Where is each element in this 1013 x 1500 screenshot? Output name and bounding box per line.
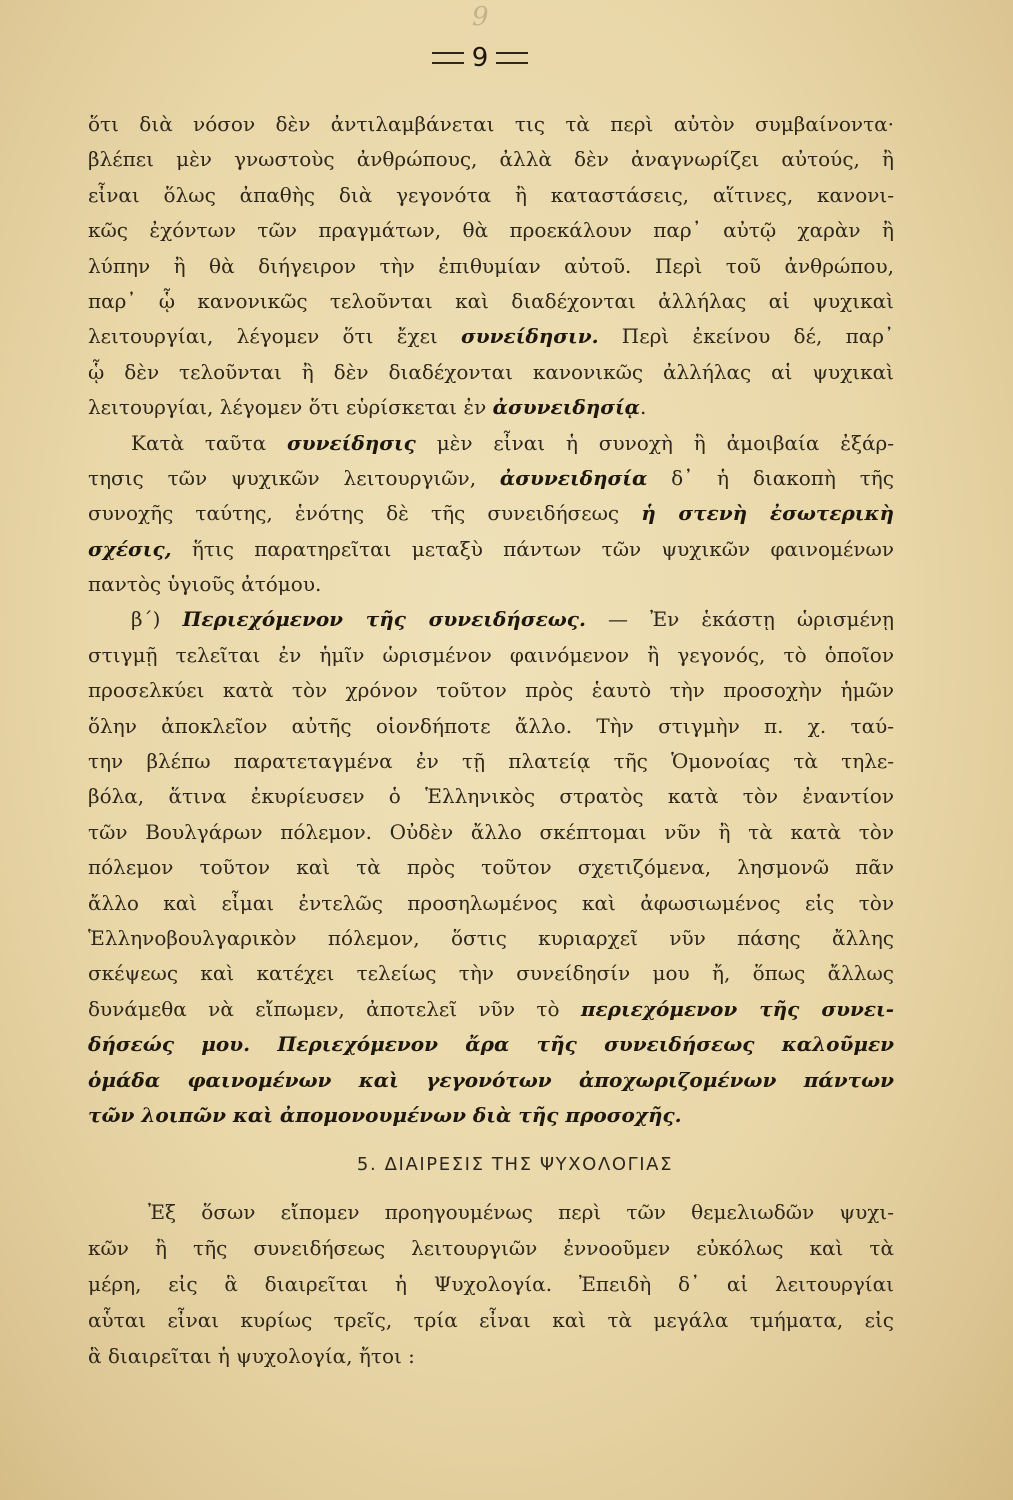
- text-line: [88, 426, 894, 461]
- text-line: [88, 1266, 894, 1302]
- paragraph: [88, 602, 894, 1133]
- text-run: ὅτι διὰ νόσον δὲν ἀντιλαμβάνεται τις τὰ περὶ αὐτὸν συμβαίνοντα·: [88, 112, 894, 136]
- text-run: πόλεμον τοῦτον καὶ τὰ πρὸς τοῦτον σχετιζόμενα, λησμονῶ πᾶν: [88, 855, 894, 880]
- text-line: [88, 213, 894, 248]
- text-run: στιγμῇ τελεῖται ἐν ἡμῖν ὡρισμένον φαινόμενον ἢ γεγονός, τὸ ὁποῖον: [88, 642, 894, 667]
- text-line: [88, 602, 894, 637]
- text-line: [88, 709, 894, 744]
- text-line: [88, 992, 894, 1027]
- emphasized-text: Περιεχόμενον τῆς συνειδήσεως.: [182, 607, 586, 632]
- text-run: κῶς ἐχόντων τῶν πραγμάτων, θὰ προεκάλουν παρ᾽ αὐτῷ χαρὰν ἢ: [88, 218, 894, 243]
- text-line: [88, 567, 894, 602]
- emphasized-text: ἀσυνειδησία: [499, 465, 648, 490]
- emphasized-text: ἡ στενὴ ἐσωτερικὴ: [641, 501, 894, 526]
- body-paragraphs: [88, 107, 894, 1133]
- text-run: παντὸς ὑγιοῦς ἀτόμου.: [88, 572, 322, 597]
- pencil-page-mark: 9: [472, 2, 489, 32]
- text-line: [88, 779, 894, 814]
- text-line: [88, 319, 894, 354]
- text-run: λειτουργίαι, λέγομεν ὅτι εὑρίσκεται ἐν: [88, 395, 493, 420]
- text-run: δ᾽ ἡ διακοπὴ τῆς: [647, 465, 894, 490]
- text-run: τησις τῶν ψυχικῶν λειτουργιῶν,: [88, 465, 500, 490]
- text-line: [88, 1302, 894, 1338]
- text-run: αὗται εἶναι κυρίως τρεῖς, τρία εἶναι καὶ τὰ μεγάλα τμήματα, εἰς: [88, 1308, 894, 1333]
- text-run: παρ᾽ ᾧ κανονικῶς τελοῦνται καὶ διαδέχονται ἀλλήλας αἱ ψυχικαὶ: [88, 288, 894, 313]
- text-run: δυνάμεθα νὰ εἴπωμεν, ἀποτελεῖ νῦν τὸ: [88, 996, 581, 1021]
- text-run: ἄλλο καὶ εἶμαι ἐντελῶς προσηλωμένος καὶ ἀφωσιωμένος εἰς τὸν: [88, 890, 894, 915]
- page-header: [418, 38, 542, 78]
- main-text: [88, 107, 894, 1374]
- text-run: κῶν ἢ τῆς συνειδήσεως λειτουργιῶν ἐννοοῦμεν εὐκόλως καὶ τὰ: [88, 1236, 894, 1261]
- emphasized-text: δήσεώς μου. Περιεχόμενον ἄρα τῆς συνειδήσεως καλοῦμεν: [88, 1032, 894, 1057]
- text-line: [88, 532, 894, 567]
- section-paragraphs: [88, 1194, 894, 1374]
- text-line: [88, 744, 894, 779]
- page-number: 9: [471, 43, 489, 73]
- text-line: [88, 850, 894, 885]
- text-run: — Ἐν ἑκάστῃ ὡρισμένῃ: [585, 607, 894, 632]
- text-line: [88, 815, 894, 850]
- text-line: [88, 178, 894, 213]
- emphasized-text: συνείδησις: [287, 430, 416, 455]
- text-run: ᾧ δὲν τελοῦνται ἢ δὲν διαδέχονται κανονικῶς ἀλλήλας αἱ ψυχικαὶ: [88, 359, 894, 384]
- text-run: λειτουργίαι, λέγομεν ὅτι ἔχει: [88, 324, 462, 349]
- text-line: [88, 249, 894, 284]
- text-line: [88, 142, 894, 177]
- text-line: [88, 1098, 894, 1133]
- text-line: [88, 390, 894, 425]
- text-run: λύπην ἢ θὰ διήγειρον τὴν ἐπιθυμίαν αὐτοῦ. Περὶ τοῦ ἀνθρώπου,: [88, 253, 894, 278]
- text-run: μὲν εἶναι ἡ συνοχὴ ἢ ἀμοιβαία ἐξάρ-: [415, 430, 895, 455]
- text-run: Κατὰ ταῦτα: [131, 430, 288, 455]
- text-line: [88, 1230, 894, 1266]
- decorative-rule-left: [432, 52, 464, 64]
- text-line: [88, 956, 894, 991]
- text-run: ὅλην ἀποκλεῖον αὐτῆς οἱονδήποτε ἄλλο. Τὴν στιγμὴν π. χ. ταύ-: [88, 713, 894, 738]
- section-heading: 5. ΔΙΑΙΡΕΣΙΣ ΤΗΣ ΨΥΧΟΛΟΓΙΑΣ: [356, 1154, 674, 1176]
- text-run: β΄): [131, 607, 183, 632]
- text-line: [88, 496, 894, 531]
- text-run: συνοχῆς ταύτης, ἑνότης δὲ τῆς συνειδήσεως: [88, 501, 642, 526]
- emphasized-text: σχέσις,: [88, 536, 172, 561]
- text-run: σκέψεως καὶ κατέχει τελείως τὴν συνείδησίν μου ἤ, ὅπως ἄλλως: [88, 961, 894, 986]
- text-line: [88, 638, 894, 673]
- text-run: μέρη, εἰς ἃ διαιρεῖται ἡ Ψυχολογία. Ἐπειδὴ δ᾽ αἱ λειτουργίαι: [88, 1272, 894, 1297]
- text-run: βλέπει μὲν γνωστοὺς ἀνθρώπους, ἀλλὰ δὲν ἀναγνωρίζει αὐτούς, ἢ: [88, 147, 894, 172]
- text-line: [88, 1194, 894, 1230]
- text-run: Ἑλληνοβουλγαρικὸν πόλεμον, ὅστις κυριαρχεῖ νῦν πάσης ἄλλης: [88, 925, 894, 950]
- emphasized-text: συνείδησιν.: [461, 324, 599, 349]
- text-run: Ἐξ ὅσων εἴπομεν προηγουμένως περὶ τῶν θεμελιωδῶν ψυχι-: [148, 1200, 894, 1225]
- text-line: [88, 673, 894, 708]
- paragraph: [88, 1194, 894, 1374]
- text-line: [88, 461, 894, 496]
- text-line: [88, 1063, 894, 1098]
- text-run: εἶναι ὅλως ἀπαθὴς διὰ γεγονότα ἢ καταστάσεις, αἵτινες, κανονι-: [88, 182, 894, 207]
- decorative-rule-right: [496, 52, 528, 64]
- text-run: ἃ διαιρεῖται ἡ ψυχολογία, ἤτοι :: [88, 1344, 415, 1369]
- text-line: [88, 107, 894, 142]
- emphasized-text: περιεχόμενον τῆς συνει-: [580, 996, 894, 1021]
- text-line: [88, 355, 894, 390]
- emphasized-text: τῶν λοιπῶν καὶ ἀπομονουμένων διὰ τῆς προσοχῆς.: [88, 1102, 682, 1127]
- text-line: [88, 886, 894, 921]
- emphasized-text: ὁμάδα φαινομένων καὶ γεγονότων ἀποχωριζομένων πάντων: [88, 1067, 894, 1092]
- text-run: βόλα, ἅτινα ἐκυρίευσεν ὁ Ἑλληνικὸς στρατὸς κατὰ τὸν ἐναντίον: [88, 784, 894, 809]
- text-run: ἥτις παρατηρεῖται μεταξὺ πάντων τῶν ψυχικῶν φαινομένων: [171, 536, 894, 561]
- text-line: [88, 1338, 894, 1374]
- text-run: την βλέπω παρατεταγμένα ἐν τῇ πλατείᾳ τῆς Ὁμονοίας τὰ τηλε-: [88, 749, 894, 774]
- text-run: Περὶ ἐκείνου δέ, παρ᾽: [598, 324, 894, 349]
- text-line: [88, 921, 894, 956]
- text-run: .: [640, 395, 647, 420]
- emphasized-text: ἀσυνειδησίᾳ: [492, 395, 641, 420]
- paragraph: [88, 107, 894, 426]
- text-line: [88, 284, 894, 319]
- text-line: [88, 1027, 894, 1062]
- paragraph: [88, 426, 894, 603]
- text-run: προσελκύει κατὰ τὸν χρόνον τοῦτον πρὸς ἑαυτὸ τὴν προσοχὴν ἡμῶν: [88, 678, 894, 703]
- text-run: τῶν Βουλγάρων πόλεμον. Οὐδὲν ἄλλο σκέπτομαι νῦν ἢ τὰ κατὰ τὸν: [88, 819, 894, 844]
